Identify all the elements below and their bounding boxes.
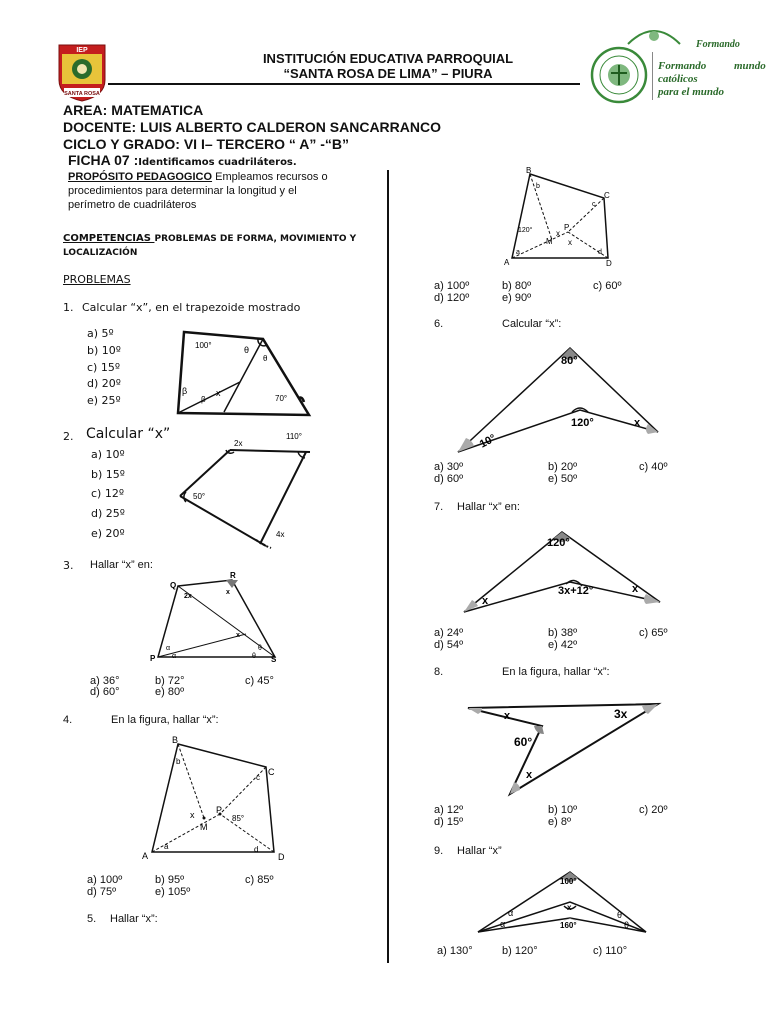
p4-label-M: M (200, 822, 208, 832)
problem-2-option-e: e) 20º (91, 527, 125, 540)
proposito-label: PROPÓSITO PEDAGOGICO (68, 171, 213, 183)
p3-label-2x: 2x (184, 593, 192, 600)
problem-2-figure (170, 428, 320, 550)
problem-3-option-b: b) 72° (155, 675, 185, 687)
problem-4-option-c: c) 85º (245, 874, 274, 886)
institution-name: INSTITUCIÓN EDUCATIVA PARROQUIAL (262, 51, 514, 66)
p8-label-x2: x (526, 769, 533, 781)
p5-label-P: P (564, 223, 570, 232)
problem-7-option-b: b) 38º (548, 627, 578, 639)
problem-6-option-b: b) 20º (548, 461, 578, 473)
p4-label-C: C (268, 767, 275, 777)
problem-8-option-e: e) 8º (548, 816, 571, 828)
problem-6-statement: Calcular “x”: (502, 318, 562, 330)
p3-label-S: S (271, 655, 277, 664)
problem-4-option-d: d) 75º (87, 886, 117, 898)
problem-9-figure (474, 866, 650, 936)
p8-label-3x: 3x (614, 707, 628, 721)
p5-label-B: B (526, 166, 532, 175)
school-name: “SANTA ROSA DE LIMA” – PIURA (283, 66, 493, 81)
problem-5-option-a: a) 100º (434, 280, 470, 292)
problem-3-statement: Hallar “x” en: (90, 559, 153, 571)
problem-8-option-a: a) 12º (434, 804, 464, 816)
p9-label-160: 160° (560, 921, 577, 930)
problem-2-statement: Calcular “x” (86, 426, 171, 442)
shield-top-text: IEP (76, 47, 88, 54)
p2-label-4x: 4x (276, 530, 285, 539)
p4-label-d: d (254, 845, 259, 854)
p5-label-x2: x (568, 238, 572, 247)
problem-5-statement: Hallar “x”: (110, 913, 158, 925)
problem-5-option-e: e) 90º (502, 292, 532, 304)
p3-label-P: P (150, 654, 156, 663)
p1-label-70: 70° (275, 394, 288, 403)
problem-9-option-b: b) 120° (502, 945, 538, 957)
problem-4-statement: En la figura, hallar “x”: (111, 714, 219, 726)
p5-label-a: a (516, 249, 520, 256)
p9-label-theta1: θ (617, 910, 623, 920)
p2-label-50: 50° (193, 492, 206, 501)
problem-8-option-d: d) 15º (434, 816, 464, 828)
logo-overlap-text: Formando (696, 39, 740, 50)
problem-5-figure (502, 166, 618, 270)
p4-label-x: x (190, 810, 195, 820)
problem-4-number: 4. (63, 714, 73, 726)
problem-2-option-b: b) 15º (91, 468, 125, 481)
p1-label-x: x (216, 388, 221, 398)
p5-label-C: C (604, 191, 610, 200)
p5-label-120: 120° (518, 227, 533, 234)
problem-7-option-d: d) 54º (434, 639, 464, 651)
p9-label-x: x (567, 903, 572, 912)
p3-label-x1: x (226, 589, 230, 596)
p5-label-b: b (536, 183, 540, 190)
p2-label-2x: 2x (234, 439, 243, 448)
problem-3-option-e: e) 80º (155, 686, 185, 698)
p6-label-x: x (634, 417, 641, 429)
ficha-label: FICHA 07 : (68, 152, 139, 168)
logo-divider (652, 52, 653, 100)
problem-4-option-a: a) 100º (87, 874, 123, 886)
proposito-line1 (68, 171, 328, 184)
problem-1-option-a: a) 5º (87, 327, 114, 340)
problem-7-option-e: e) 42º (548, 639, 578, 651)
p5-label-D: D (606, 259, 612, 268)
problem-5-option-c: c) 60º (593, 280, 622, 292)
problem-2-option-a: a) 10º (91, 448, 125, 461)
problem-9-option-a: a) 130° (437, 945, 473, 957)
ficha-line (68, 152, 297, 171)
p7-label-x1: x (482, 595, 489, 607)
p4-label-P: P (216, 805, 223, 815)
parish-small-logo (624, 22, 684, 46)
problem-5-number: 5. (87, 913, 97, 925)
problem-3-option-c: c) 45° (245, 675, 274, 687)
ciclo-line: CICLO Y GRADO: VI I– TERCERO “ A” -“B” (63, 136, 349, 152)
logo-motto-word: mundo (734, 60, 766, 72)
p1-label-beta2: β (201, 395, 206, 404)
problem-6-option-a: a) 30º (434, 461, 464, 473)
problem-2-number: 2. (63, 430, 74, 443)
problem-1-option-d: d) 20º (87, 377, 121, 390)
shield-bottom-text: SANTA ROSA (64, 91, 100, 97)
problem-7-figure (458, 528, 664, 616)
p4-label-B: B (172, 735, 179, 745)
parish-round-logo (586, 46, 652, 104)
p3-label-alpha2: α (172, 653, 177, 660)
problem-1-option-e: e) 25º (87, 394, 121, 407)
p6-label-80: 80° (561, 355, 578, 367)
p8-label-60: 60° (514, 735, 533, 749)
p7-label-x2: x (632, 583, 639, 595)
problem-1-option-c: c) 15º (87, 361, 121, 374)
competencias-text1: PROBLEMAS DE FORMA, MOVIMIENTO Y (154, 234, 357, 244)
logo-motto-line3: para el mundo (658, 86, 725, 98)
ficha-title: Identificamos cuadriláteros. (138, 157, 297, 168)
p8-label-x1: x (504, 710, 511, 722)
p9-label-100: 100° (560, 877, 577, 886)
problem-4-option-b: b) 95º (155, 874, 185, 886)
p6-label-120: 120° (571, 417, 594, 429)
problem-1-option-b: b) 10º (87, 344, 121, 357)
p3-label-theta2: θ (252, 653, 256, 660)
problem-6-option-d: d) 60º (434, 473, 464, 485)
problem-2-option-d: d) 25º (91, 507, 125, 520)
problem-8-option-b: b) 10º (548, 804, 578, 816)
problem-9-statement: Hallar “x” (457, 845, 502, 857)
problem-3-figure (148, 570, 280, 664)
competencias-text2: LOCALIZACIÓN (63, 248, 138, 258)
proposito-text1: Empleamos recursos o (212, 171, 328, 183)
competencias-label: COMPETENCIAS (63, 233, 155, 244)
problem-5-option-b: b) 80º (502, 280, 532, 292)
p6-label-10: 10° (477, 432, 499, 451)
p4-label-A: A (142, 851, 149, 861)
problem-7-option-c: c) 65º (639, 627, 668, 639)
problem-3-option-d: d) 60° (90, 686, 120, 698)
p3-label-alpha1: α (166, 645, 171, 652)
proposito-text2: procedimientos para determinar la longitud y el (68, 185, 297, 197)
p3-label-x2: x (236, 632, 240, 639)
problemas-label: PROBLEMAS (63, 273, 131, 286)
competencias-line1 (63, 232, 356, 246)
logo-motto-line2: católicos (658, 73, 698, 85)
p1-label-theta2: θ (263, 354, 268, 363)
problem-8-figure (464, 700, 662, 798)
problem-7-statement: Hallar “x” en: (457, 501, 520, 513)
docente-line: DOCENTE: LUIS ALBERTO CALDERON SANCARRANCO (63, 119, 441, 135)
p5-label-A: A (504, 258, 510, 267)
problem-8-number: 8. (434, 666, 444, 678)
problem-5-option-d: d) 120º (434, 292, 470, 304)
p3-label-Q: Q (170, 581, 177, 590)
problem-3-number: 3. (63, 559, 74, 572)
p2-label-110: 110° (286, 432, 302, 441)
problem-4-option-e: e) 105º (155, 886, 191, 898)
p9-label-alpha2: α (500, 919, 506, 929)
p5-label-d: d (598, 249, 602, 256)
problem-1-number: 1. (63, 301, 74, 314)
column-divider (387, 170, 389, 963)
p9-label-theta2: θ (624, 920, 630, 930)
p5-label-x1: x (556, 229, 560, 238)
p9-label-alpha1: α (508, 908, 514, 918)
problem-3-option-a: a) 36° (90, 675, 120, 687)
p3-label-R: R (230, 571, 236, 580)
p5-label-M: M (546, 237, 553, 246)
p7-label-mid: 3x+12° (558, 585, 594, 597)
header-rule (108, 83, 580, 85)
problem-6-number: 6. (434, 318, 444, 330)
p4-label-85: 85° (232, 814, 245, 823)
area-line: AREA: MATEMATICA (63, 102, 204, 118)
p5-label-c: c (592, 201, 596, 208)
logo-motto-line1: Formando (658, 60, 707, 72)
problem-6-option-e: e) 50º (548, 473, 578, 485)
p4-label-b: b (176, 757, 181, 766)
problem-8-option-c: c) 20º (639, 804, 668, 816)
p4-label-D: D (278, 852, 285, 862)
problem-6-option-c: c) 40º (639, 461, 668, 473)
problem-4-figure (140, 732, 292, 864)
problem-1-statement: Calcular “x”, en el trapezoide mostrado (82, 301, 301, 314)
p4-label-a: a (164, 842, 169, 851)
p1-label-100: 100° (195, 341, 212, 350)
problem-7-number: 7. (434, 501, 444, 513)
problem-6-figure (452, 342, 662, 456)
problem-2-option-c: c) 12º (91, 487, 125, 500)
problem-7-option-a: a) 24º (434, 627, 464, 639)
p1-label-theta1: θ (244, 345, 250, 355)
p1-label-beta1: β (182, 386, 188, 396)
problem-9-number: 9. (434, 845, 444, 857)
p7-label-120: 120° (547, 537, 570, 549)
problem-9-option-c: c) 110° (593, 945, 628, 957)
p4-label-c: c (256, 773, 260, 782)
p3-label-theta1: θ (258, 645, 262, 652)
problem-8-statement: En la figura, hallar “x”: (502, 666, 610, 678)
proposito-text3: perímetro de cuadriláteros (68, 199, 197, 211)
problem-1-figure (168, 326, 318, 422)
